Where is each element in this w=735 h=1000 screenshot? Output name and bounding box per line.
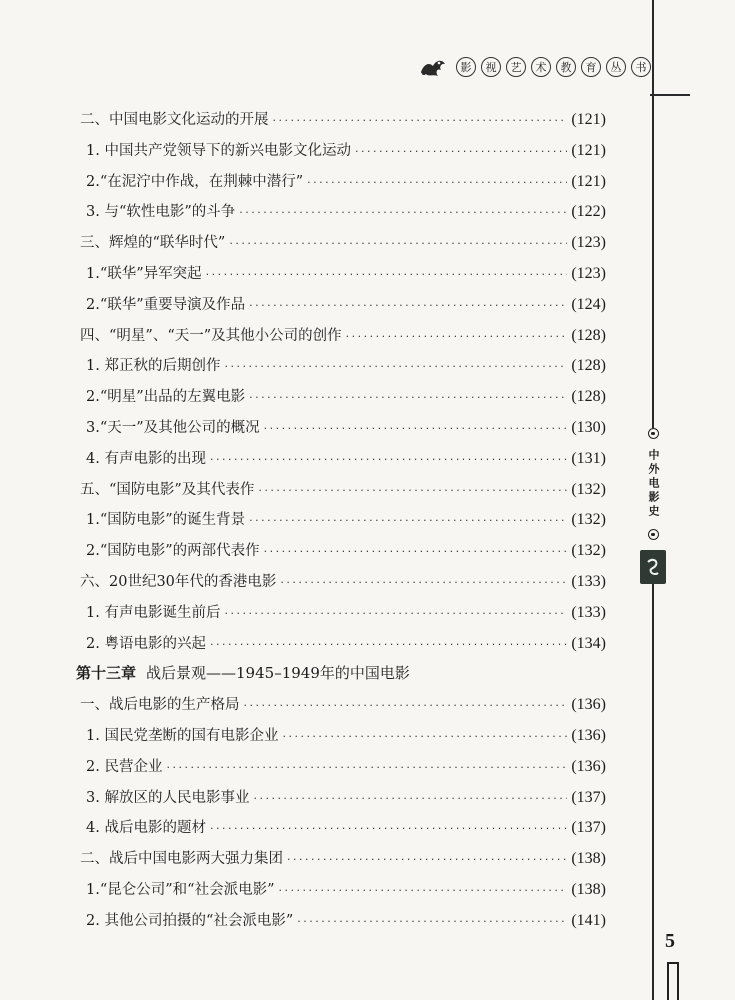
series-char: 视 <box>481 57 501 77</box>
dot-leader <box>287 853 567 866</box>
toc-page: (124) <box>571 295 606 313</box>
dot-leader <box>253 792 567 805</box>
series-char: 影 <box>456 57 476 77</box>
toc-item <box>86 909 606 935</box>
toc-title: 1.“国防电影”的诞生背景 <box>86 512 246 529</box>
dot-leader <box>307 176 567 189</box>
toc-page: (132) <box>571 511 606 529</box>
toc-page: (138) <box>571 850 606 868</box>
toc-page: (121) <box>571 172 606 190</box>
toc-title: 3. 与“软性电影”的斗争 <box>86 204 236 221</box>
toc-title: 二、中国电影文化运动的开展 <box>80 112 269 128</box>
toc-page: (136) <box>571 696 606 714</box>
toc-item <box>86 539 606 565</box>
dot-leader <box>297 915 567 928</box>
dot-leader <box>206 268 568 281</box>
dot-leader <box>264 545 568 558</box>
toc-item <box>86 632 606 658</box>
toc-page: (130) <box>571 419 606 436</box>
toc-item <box>86 755 606 781</box>
toc-page: (133) <box>571 573 606 590</box>
toc-title: 2.“在泥泞中作战，在荆棘中潜行” <box>86 173 304 190</box>
dot-leader <box>210 453 567 466</box>
toc-item <box>86 786 606 812</box>
toc-section <box>80 231 606 257</box>
toc-title: 四、“明星”、“天一”及其他小公司的创作 <box>80 327 342 344</box>
toc-page: (122) <box>571 203 606 221</box>
dot-leader <box>249 299 567 312</box>
series-char: 育 <box>581 57 601 77</box>
toc-section <box>80 570 606 596</box>
series-char: 艺 <box>506 57 526 77</box>
dot-leader <box>346 330 568 343</box>
toc-title: 第十三章 <box>76 664 137 683</box>
dot-leader <box>210 638 567 651</box>
toc-section <box>80 693 606 719</box>
dot-leader <box>273 114 568 127</box>
dot-leader <box>282 730 567 743</box>
toc-chapter-subtitle: 战后景观——1945–1949年的中国电影 <box>146 664 410 683</box>
dot-leader <box>239 206 567 219</box>
toc-item <box>86 416 606 442</box>
toc-item <box>86 878 606 904</box>
toc-page: (128) <box>571 326 606 344</box>
toc-title: 1. 中国共产党领导下的新兴电影文化运动 <box>86 142 351 159</box>
toc-title: 3.“天一”及其他公司的概况 <box>86 420 260 436</box>
toc-title: 2. 粤语电影的兴起 <box>86 635 206 652</box>
toc-title: 1.“昆仑公司”和“社会派电影” <box>86 882 275 898</box>
dot-leader <box>244 699 568 712</box>
dot-leader <box>264 422 568 435</box>
toc-page: (133) <box>571 603 606 621</box>
toc-item <box>86 601 606 627</box>
toc-page: (131) <box>571 449 606 467</box>
toc-title: 1. 郑正秋的后期创作 <box>86 358 221 375</box>
toc-page: (128) <box>571 357 606 375</box>
toc-title: 4. 战后电影的题材 <box>86 820 206 837</box>
toc-title: 3. 解放区的人民电影事业 <box>86 789 250 806</box>
toc-item <box>86 170 606 196</box>
toc-title: 4. 有声电影的出现 <box>86 450 206 467</box>
dot-leader <box>166 761 567 774</box>
toc-item <box>86 200 606 226</box>
dot-leader <box>249 514 567 527</box>
toc-page: (141) <box>571 911 606 929</box>
toc-page: (137) <box>571 788 606 806</box>
dot-leader <box>280 576 567 589</box>
toc-title: 2. 民营企业 <box>86 758 163 775</box>
toc-item <box>86 508 606 534</box>
side-book-title: 中外电影史 <box>647 449 660 519</box>
toc-title: 1.“联华”异军突起 <box>86 266 202 282</box>
toc-page: (121) <box>571 141 606 159</box>
toc-title: 2.“明星”出品的左翼电影 <box>86 389 246 406</box>
toc-page: (132) <box>571 542 606 560</box>
toc-title: 1. 有声电影诞生前后 <box>86 604 221 621</box>
toc-item <box>86 447 606 473</box>
toc-title: 2.“联华”重要导演及作品 <box>86 296 246 313</box>
toc-item <box>86 139 606 165</box>
toc-item <box>86 354 606 380</box>
toc-page: (128) <box>571 388 606 406</box>
toc-section <box>80 847 606 873</box>
toc-page: (134) <box>571 634 606 652</box>
toc-title: 2. 其他公司拍摄的“社会派电影” <box>86 912 294 929</box>
toc-section <box>80 324 606 350</box>
series-char: 教 <box>556 57 576 77</box>
dot-leader <box>279 884 568 897</box>
toc-title: 六、20世纪30年代的香港电影 <box>80 574 277 590</box>
dot-leader <box>258 484 567 497</box>
toc-item <box>86 724 606 750</box>
toc-page: (137) <box>571 819 606 837</box>
toc-title: 一、战后电影的生产格局 <box>80 697 240 714</box>
toc-item <box>86 385 606 411</box>
toc-page: (123) <box>571 265 606 282</box>
toc-chapter <box>76 662 596 688</box>
toc-page: (136) <box>571 757 606 775</box>
dot-leader <box>229 237 567 250</box>
toc-title: 三、辉煌的“联华时代” <box>80 235 226 252</box>
toc-item <box>86 262 606 288</box>
dot-leader <box>224 360 567 373</box>
dot-leader <box>224 607 567 620</box>
toc-title: 2.“国防电影”的两部代表作 <box>86 543 260 560</box>
series-char: 书 <box>631 57 651 77</box>
toc-page: (121) <box>571 111 606 128</box>
dot-leader <box>210 822 567 835</box>
toc-section <box>80 478 606 504</box>
toc-page: (123) <box>571 234 606 252</box>
series-char: 术 <box>531 57 551 77</box>
toc-title: 五、“国防电影”及其代表作 <box>80 481 255 498</box>
toc-page: (136) <box>571 727 606 744</box>
dot-leader <box>249 391 567 404</box>
page-tab <box>667 962 679 1000</box>
page-number: 5 <box>665 930 675 952</box>
toc-page: (132) <box>571 480 606 498</box>
series-char: 丛 <box>606 57 626 77</box>
toc-title: 1. 国民党垄断的国有电影企业 <box>86 728 279 744</box>
toc-item <box>86 293 606 319</box>
dot-leader <box>355 145 567 158</box>
toc-item <box>86 816 606 842</box>
toc-title: 二、战后中国电影两大强力集团 <box>80 851 283 868</box>
toc-section <box>80 108 606 134</box>
toc-page: (138) <box>571 881 606 898</box>
